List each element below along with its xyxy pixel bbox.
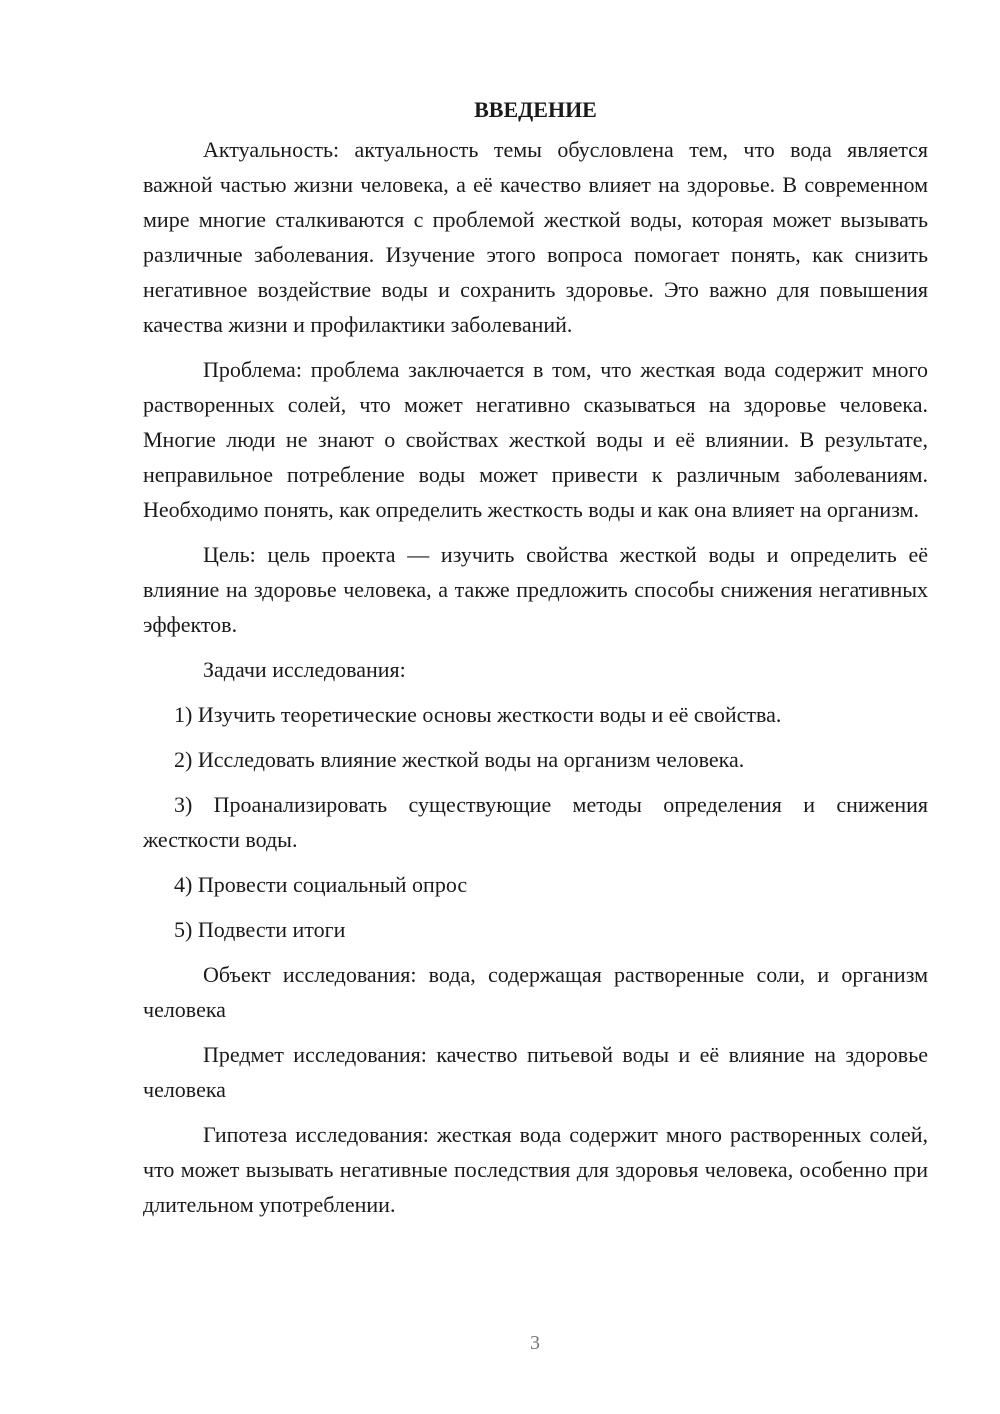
page-number: 3: [530, 1332, 540, 1354]
page-title: ВВЕДЕНИЕ: [474, 97, 597, 122]
goal-paragraph: Цель: цель проекта — изучить свойства жесткой воды и определить её влияние на здоровье человека, а также предложить способы снижения негативных эффектов.: [143, 542, 928, 637]
task-item-3: 3) Проанализировать существующие методы определения и снижения жесткости воды.: [143, 792, 928, 852]
object-paragraph: Объект исследования: вода, содержащая растворенные соли, и организм человека: [143, 962, 928, 1022]
relevance-paragraph: Актуальность: актуальность темы обусловлена тем, что вода является важной частью жизни человека, а её качество влияет на здоровье. В современном мире многие сталкиваются с проблемой жесткой воды, которая может вызывать различные заболевания. Изучение этого вопроса помогает понять, как снизить негативное воздействие воды и сохранить здоровье. Это важно для повышения качества жизни и профилактики заболеваний.: [143, 137, 928, 337]
hypothesis-paragraph: Гипотеза исследования: жесткая вода содержит много растворенных солей, что может вызывать негативные последствия для здоровья человека, особенно при длительном употреблении.: [143, 1122, 928, 1217]
task-item-4: 4) Провести социальный опрос: [174, 872, 468, 897]
page-content: [143, 92, 928, 1222]
task-item-2: 2) Исследовать влияние жесткой воды на организм человека.: [174, 747, 745, 772]
task-item-5: 5) Подвести итоги: [174, 917, 346, 942]
tasks-heading: Задачи исследования:: [203, 657, 406, 682]
task-item-1: 1) Изучить теоретические основы жесткости воды и её свойства.: [174, 702, 782, 727]
problem-paragraph: Проблема: проблема заключается в том, что жесткая вода содержит много растворенных солей, что может негативно сказываться на здоровье человека. Многие люди не знают о свойствах жесткой воды и её влиянии. В результате, неправильное потребление воды может привести к различным заболеваниям. Необходимо понять, как определить жесткость воды и как она влияет на организм.: [143, 357, 928, 522]
subject-paragraph: Предмет исследования: качество питьевой воды и её влияние на здоровье человека: [143, 1042, 928, 1102]
